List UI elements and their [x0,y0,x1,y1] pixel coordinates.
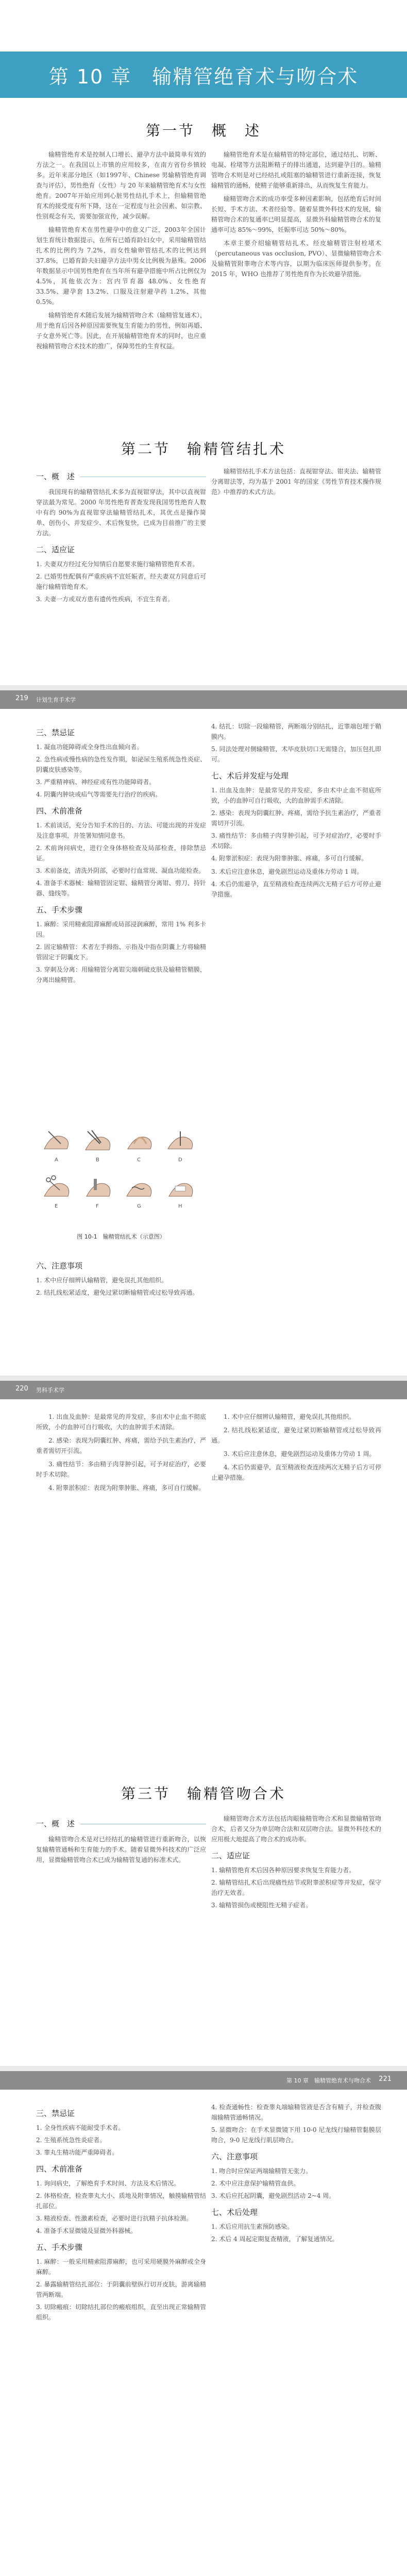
contra-heading: 三、禁忌证 [36,2109,75,2118]
chapter-title: 第 10 章 输精管绝育术与吻合术 [48,65,359,88]
list-item: 1. 输精管绝育术后因各种原因要求恢复生育能力者。 [211,1867,355,1874]
section-2-title: 第二节 输精管结扎术 [121,440,286,457]
list-item: 5. 显微吻合：在手术显微镜下用 10-0 尼龙线行输精管黏膜层吻合，9-0 尼龙线行肌层吻合。 [211,2126,381,2144]
paragraph: 输精管吻合术方法包括肉眼输精管吻合术和显微输精管吻合术，后者又分为单层吻合法和双层吻合法。显微外科技术的应用极大地提高了吻合术的成功率。 [211,1815,381,1843]
complications-list [211,785,381,863]
list-item: 2. 暴露输精管结扎部位：于阴囊前壁纵行切开皮肤，游离输精管两断端。 [36,2281,206,2298]
page-band [0,690,407,709]
figure-label: B [96,1157,99,1163]
page-number: 221 [379,2075,392,2083]
paragraph: 本章主要介绍输精管结扎术、经皮输精管注射栓堵术（percutaneous vas occlusion, PVO）、显微输精管吻合术及输精管附睾吻合术等内容，以期为临床医师提供参考。在 2015 年，WHO 也推荐了男性绝育作为长效避孕措施。 [211,240,381,278]
paragraph: 输精管吻合术的成功率受多种因素影响，包括绝育后时间长短、手术方法、术者经验等。随着显微外科技术的发展，输精管吻合术的复通率已明显提高，显微外科输精管吻合术的复通率可达 85%～99%，妊娠率可达 50%～80%。 [211,195,381,233]
paragraph: 2. 感染：表现为阴囊红肿、疼痛，需给予抗生素治疗，严重者需切开引流。 [36,1437,206,1454]
p3-right-column [211,1412,381,1486]
steps-list [36,919,206,985]
running-head: 第 10 章 输精管绝育术与吻合术 [286,2077,371,2084]
page-band [0,2071,407,2090]
list-item: 3. 精液检查、性激素检查，必要时进行抗精子抗体检测。 [36,2215,193,2222]
section-2-left-column [36,466,206,607]
list-item: 3. 术前备皮，清洗外阴部，必要时行血常规、凝血功能检查。 [36,867,205,874]
paragraph: 输精管吻合术是对已经结扎的输精管进行重新吻合，以恢复输精管通畅和生育能力的手术。随着显微外科技术的广泛应用，显微输精管吻合术已成为输精管复通的标准术式。 [36,1836,206,1863]
clamp-icon [82,1175,115,1201]
list-item: 4. 术后仍需避孕，直至精液检查连续两次无精子后方可停止避孕措施。 [211,880,381,898]
page-3 [0,1381,407,2066]
paragraph: 1. 出血及血肿：是最常见的并发症，多由术中止血不彻底所致，小的血肿可自行吸收，大的血肿需手术清除。 [36,1413,206,1431]
paragraph: 4. 术后仍需避孕，直至精液检查连续两次无精子后方可停止避孕措施。 [211,1464,381,1481]
indications-list [211,1865,381,1910]
procedure-figure [36,1123,206,1247]
paragraph: 2. 结扎线松紧适度，避免过紧切断输精管或过松导致再通。 [211,1427,381,1444]
steps-continued [211,721,381,765]
p3-left-column [36,1412,206,1496]
list-item: 1. 询问病史，了解绝育手术时间、方法及术后情况。 [36,2180,180,2187]
figure-caption: 图 10-1 输精管结扎术（示意图） [77,1233,165,1240]
list-item: 1. 术中应仔细辨认输精管，避免误扎其他组织。 [36,1277,168,1284]
paragraph: 输精管绝育术是在输精管的特定部位，通过结扎、切断、电凝、栓堵等方法阻断精子的排出通道，达到避孕目的。输精管吻合术则是对已经结扎或阻塞的输精管进行重新连接，恢复输精管的通畅，使精子能够重新排出，从而恢复生育能力。 [211,151,381,189]
paragraph: 输精管绝育术随后发展为输精管吻合术（输精管复通术），用于绝育后因各种原因需要恢复生育能力的男性，例如再婚、子女意外死亡等。因此，在开展输精管绝育术的同时，也应重视输精管吻合术技术的推广，保障男性的生育权益。 [36,312,207,350]
section-1-right-column [211,149,381,282]
section-1-title: 第一节 概 述 [145,122,261,139]
paragraph: 输精管结扎手术方法包括：直视钳穿法、钳夹法、输精管分离钳法等，均为基于 2001 年的国家《男性节育技术操作规范》中推荐的术式方法。 [211,468,381,496]
section-1-left-column [36,149,206,354]
list-item: 3. 穿刺及分离：用输精管分离钳尖端刺破皮肤及输精管鞘膜，分离出输精管。 [36,966,206,984]
indications-heading: 二、适应证 [36,545,75,554]
scissors-icon [41,1175,74,1201]
steps-list [36,2257,206,2323]
contra-column [36,721,206,988]
paragraph: 3. 术后应注意休息，避免剧烈运动及重体力劳动 1 周。 [224,1450,376,1458]
list-item: 4. 检查通畅性：检查睾丸端输精管液是否含有精子，并检查腹端输精管通畅情况。 [211,2104,381,2121]
page-band [0,1381,407,1399]
list-item: 1. 夫妻双方经过充分知情后自愿要求施行输精管绝育术者。 [36,561,199,568]
page-2 [0,690,407,1376]
complications-heading: 七、术后并发症与处理 [211,771,289,781]
running-head: 计划生育手术学 [36,697,76,703]
paragraph: 1. 术中应仔细辨认输精管，避免误扎其他组织。 [224,1413,355,1420]
list-item: 3. 输精管损伤或梗阻性无精子症者。 [211,1902,312,1909]
indications-heading: 二、适应证 [211,1851,250,1860]
list-item: 1. 出血及血肿：是最常见的并发症，多由术中止血不彻底所致，小的血肿可自行吸收，大的血肿需手术清除。 [211,787,381,804]
overview-heading: 一、概 述 [36,1819,206,1829]
postop-heading: 七、术后处理 [211,2208,258,2217]
figure-label: F [96,1204,99,1209]
list-item: 1. 术前谈话，充分告知手术的目的、方法、可能出现的并发症及注意事项，并签署知情同意书。 [36,822,206,839]
paragraph: 4. 附睾淤积症：表现为附睾肿胀、疼痛，多可自行缓解。 [48,1484,205,1492]
list-item: 2. 感染：表现为阴囊红肿、疼痛，需给予抗生素治疗，严重者需切开引流。 [211,809,381,827]
dressing-icon [165,1175,198,1201]
contra-heading: 三、禁忌证 [36,728,75,737]
contra-list [36,742,206,800]
vas-loop-icon [124,1128,157,1155]
notes-column [36,1255,206,1301]
prep-heading: 四、术前准备 [36,2164,83,2174]
prep-list [36,820,206,899]
figure-label: H [178,1204,182,1209]
paragraph: 输精管绝育术在男性避孕中的意义广泛，2003年全国计划生育统计数据提示，在所有已婚育龄妇女中，采用输精管结扎术的比例约为 7.2%，而女性输卵管结扎术的比例达到 37.8%，已婚育龄夫妇避孕方法中男女比例极为悬殊。2006 年数据显示中国男性绝育在当年所有避孕措施中所占比例仅为 4.5%，其他依次为：宫内节育器 48.0%、女性绝育 33.5%、避孕套 13.2%、口服及注射避孕药 1.2%、其他 0.5%。 [36,226,206,306]
figure-label: C [137,1157,141,1163]
needle-icon [41,1128,74,1155]
notes-heading: 六、注意事项 [36,1261,83,1270]
list-item: 5. 同法处理对侧输精管，术毕皮肤切口无需缝合，加压包扎即可。 [211,745,381,763]
list-item: 1. 凝血功能障碍或全身性出血倾向者。 [36,743,143,751]
steps-continued [211,2102,381,2145]
section-3-title: 第三节 输精管吻合术 [121,1785,286,1802]
figure-label: A [55,1157,58,1163]
list-item: 2. 生殖系统急性炎症者。 [36,2137,106,2144]
notes-heading: 六、注意事项 [211,2152,258,2161]
page-number: 219 [15,694,28,702]
paragraph: 3. 痛性结节：多由精子肉芽肿引起，可予对症治疗，必要时手术切除。 [36,1461,206,1478]
page-number: 220 [15,1385,28,1393]
list-item: 3. 术后应注意休息，避免剧烈运动及重体力劳动 1 周。 [211,868,363,875]
list-item: 2. 已婚男性配偶有严重疾病不宜妊娠者，经夫妻双方同意后可施行输精管绝育术。 [36,573,206,590]
prep-heading: 四、术前准备 [36,806,83,816]
list-item: 2. 急性病或慢性病的急性发作期，如泌尿生殖系统急性炎症、阴囊皮肤感染等。 [36,756,206,773]
section-3-right-column [211,1814,381,1913]
paragraph: 我国现有的输精管结扎术多为直视钳穿法，其中以直视钳穿法最为常见。2000 年男性绝育普查发现我国男性绝育人数中有约 90%为直视钳穿法输精管结扎术，其优点是操作简单、创伤小、并发症少、术后恢复快，已成为目前推广的主要方法。 [36,488,206,537]
indications-list [36,559,206,604]
overview-heading: 一、概 述 [36,471,206,482]
paragraph: 输精管绝育术是控制人口增长、避孕方法中最简单有效的方法之一。在我国以上市镇的应用较多，在南方省份乡镇较多。近年来部分地区（如1997年、Chinese 男输精管绝育调查与评估），男性绝育（女性）与 20 年来输精管绝育术与女性绝育。2007年开始应用到心脏男性结扎手术上，但输精管绝育术的接受度有所下降，这在一定程度与社会因素、如宗教、性别观念有关，需要加强宣传，减少误解。 [36,151,206,220]
list-item: 2. 结扎线松紧适度，避免过紧切断输精管或过松导致再通。 [36,1289,199,1296]
steps-heading: 五、手术步骤 [36,905,83,914]
list-item: 3. 严重精神病、神经症或有性功能障碍者。 [36,778,156,786]
list-item: 4. 阴囊内肿块或疝气等需要先行治疗的疾病。 [36,791,162,798]
section-2-right-column [211,466,381,500]
list-item: 2. 体格检查，检查睾丸大小、质地及附睾情况，触摸输精管结扎部位。 [36,2192,206,2210]
section-3-left-column [36,1814,206,1868]
figure-label: D [178,1157,182,1163]
list-item: 2. 输精管结扎术后出现痛性结节或附睾淤积症等并发症，保守治疗无效者。 [211,1879,381,1896]
list-item: 1. 术后应用抗生素预防感染。 [211,2223,294,2230]
contra-list [36,2123,206,2158]
p4-right-column [211,2102,381,2247]
notes-list [36,1275,206,1298]
list-item: 3. 术后应托起阴囊，避免剧烈活动 2~4 周。 [211,2192,335,2199]
forceps-icon [82,1128,115,1155]
figure-label: E [55,1204,58,1209]
list-item: 1. 麻醉：采用精索阻滞麻醉或局部浸润麻醉，常用 1% 利多卡因。 [36,921,206,938]
p4-left-column [36,2102,206,2326]
list-item: 4. 结扎：切除一段输精管，两断端分别结扎，近睾端包埋于鞘膜内。 [211,723,381,740]
steps-heading: 五、手术步骤 [36,2243,83,2252]
list-item: 2. 术后 4 周起定期复查精液，了解复通情况。 [211,2235,338,2243]
list-item: 4. 准备手术显微镜及显微外科器械。 [36,2227,137,2234]
list-item: 2. 术前询问病史，进行全身体格检查及局部检查，排除禁忌证。 [36,844,206,862]
list-item: 1. 吻合时应保证两端输精管无张力。 [211,2167,312,2175]
figure-label: G [137,1204,141,1209]
list-item: 3. 夫妻一方或双方患有遗传性疾病，不宜生育者。 [36,596,174,603]
prep-list [36,2178,206,2236]
running-head: 男科手术学 [36,1387,64,1394]
suture-icon [124,1175,157,1201]
list-item: 1. 麻醉：一般采用精索阻滞麻醉，也可采用硬膜外麻醉或全身麻醉。 [36,2258,206,2276]
complications-column [211,721,381,903]
list-item: 3. 睾丸生精功能严重障碍者。 [36,2149,118,2156]
list-item: 4. 准备手术器械：输精管固定钳、输精管分离钳、剪刀、持针器、缝线等。 [36,879,206,897]
ligature-icon [165,1128,198,1155]
page-1 [0,0,407,685]
list-item: 2. 固定输精管：术者左手拇指、示指及中指在阴囊上方将输精管固定于阴囊皮下。 [36,943,206,961]
page-4 [0,2071,407,2576]
list-item: 4. 附睾淤积症：表现为附睾肿胀、疼痛，多可自行缓解。 [211,855,368,862]
list-item: 2. 术中应注意保护输精管血供。 [211,2180,300,2187]
notes-continued [211,867,381,900]
list-item: 1. 全身性疾病不能耐受手术者。 [36,2124,125,2131]
notes-list [211,2166,381,2201]
postop-list [211,2222,381,2244]
list-item: 3. 痛性结节：多由精子肉芽肿引起，可予对症治疗，必要时手术切除。 [211,832,381,850]
list-item: 3. 切除瘢痕：切除结扎部位的瘢痕组织，直至出现正常输精管组织。 [36,2303,206,2321]
